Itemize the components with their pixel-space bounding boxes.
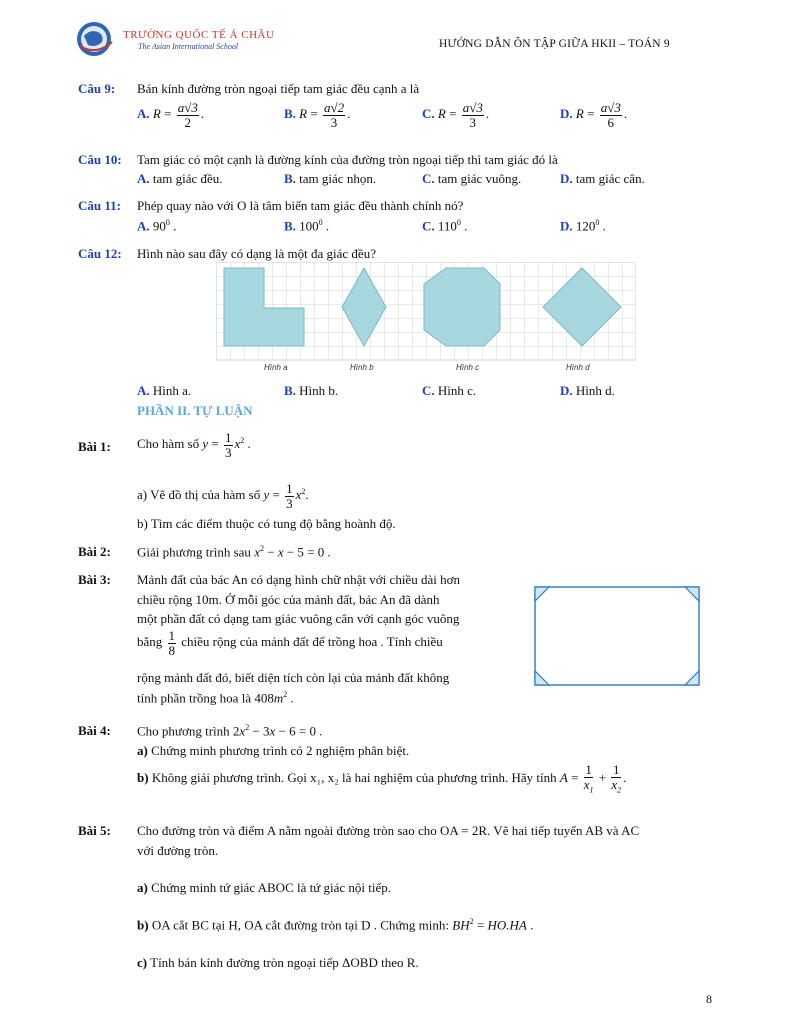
school-logo [74,20,118,62]
land-diagram [532,584,704,694]
figure-caption-d: Hình d [566,363,590,372]
section-title: PHẦN II. TỰ LUẬN [137,403,253,418]
figure-caption-a: Hình a [264,363,288,372]
question-text: Hình nào sau đây có dạng là một đa giác đều? [137,246,376,261]
figure-caption-c: Hình c [456,363,480,372]
question-label: Câu 11: [78,198,121,213]
exercise-text: Giải phương trình sau $x^2 - x - 5 = 0$ . [137,544,331,560]
exercise-label: Bài 2: [78,544,111,559]
option-c: C. R = $\frac{a√3}{3}$ . [422,100,490,130]
exercise-line: tính phần trồng hoa là $408m^2$ . [137,690,294,706]
exercise-line: bằng $\frac{1}{8}$ chiều rộng của mảnh đất để trồng hoa . Tính chiều [137,628,443,658]
exercise-text: với đường tròn. [137,843,219,858]
question-label: Câu 9: [78,81,116,96]
exercise-label: Bài 5: [78,823,111,838]
page-number: 8 [706,992,712,1006]
exercise-part-a: a) Vẽ đồ thị của hàm số y = $\frac{1}{3}$ $x^2$. [137,481,309,511]
school-name: TRƯỜNG QUỐC TẾ Á CHÂU [123,29,275,41]
exercise-part-a: a) Chứng minh tứ giác ABOC là tứ giác nội tiếp. [137,880,392,895]
exercise-line: rộng mảnh đất đó, biết diện tích còn lại của mảnh đất không [137,670,450,685]
option-d: D. tam giác cân. [560,171,645,186]
shape-c [424,268,500,346]
option-d: D. Hình d. [560,383,615,398]
exercise-text: Cho đường tròn và điểm A nằm ngoài đường tròn sao cho OA = 2R. Vẽ hai tiếp tuyến AB và AC [137,823,640,838]
question-label: Câu 12: [78,246,122,261]
question-text: Tam giác có một cạnh là đường kính của đường tròn ngoại tiếp thì tam giác đó là [137,152,558,167]
question-text: Phép quay nào với O là tâm biến tam giác đều thành chính nó? [137,198,464,213]
option-c: C. Hình c. [422,383,477,398]
option-b: B. R = $\frac{a√2}{3}$ . [284,100,351,130]
exercise-text: Cho hàm số y = $\frac{1}{3}$ $x^2$ . [137,430,251,460]
option-b: B. $100^0$ . [284,218,330,234]
exercise-line: chiều rộng 10m. Ở mỗi góc của mảnh đất, bác An đã dành [137,592,440,607]
option-d: D. R = $\frac{a√3}{6}$ . [560,100,628,130]
question-text: Bán kính đường tròn ngoại tiếp tam giác đều cạnh a là [137,81,420,96]
option-d: D. $120^0$ . [560,218,606,234]
option-a: A. $90^0$ . [137,218,177,234]
exercise-label: Bài 3: [78,572,111,587]
option-a: A. tam giác đều. [137,171,223,186]
exercise-label: Bài 1: [78,439,111,454]
option-c: C. tam giác vuông. [422,171,522,186]
exercise-label: Bài 4: [78,723,111,738]
exercise-part-b: b) Tìm các điểm thuộc có tung độ bằng hoành độ. [137,516,396,531]
school-subtitle: The Asian International School [138,42,239,51]
document-title: HƯỚNG DẪN ÔN TẬP GIỮA HKII – TOÁN 9 [439,38,670,50]
exercise-part-c: c) Tính bán kính đường tròn ngoại tiếp ΔOBD theo R. [137,955,419,970]
exercise-part-a: a) Chứng minh phương trình có 2 nghiệm phân biệt. [137,743,410,758]
option-c: C. $110^0$ . [422,218,468,234]
exercise-line: một phần đất có dạng tam giác vuông cân với cạnh góc vuông [137,611,460,626]
exercise-line: Mảnh đất của bác An có dạng hình chữ nhật với chiều dài hơn [137,572,460,587]
exercise-part-b: b) OA cắt BC tại H, OA cắt đường tròn tại D . Chứng minh: $BH^2 = HO.HA$ . [137,917,534,933]
option-b: B. Hình b. [284,383,339,398]
figure-caption-b: Hình b [350,363,374,372]
option-a: A. R = $\frac{a√3}{2}$ . [137,100,205,130]
question-label: Câu 10: [78,152,122,167]
option-a: A. Hình a. [137,383,192,398]
option-b: B. tam giác nhọn. [284,171,377,186]
exercise-text: Cho phương trình $2x^2 - 3x - 6 = 0$ . [137,723,323,739]
exercise-part-b: b) Không giải phương trình. Gọi x₁, x₂ là hai nghiệm của phương trình. Hãy tính A = $\frac{1}{x_1}$ + $\frac{1}{x_2}$ . [137,762,627,795]
